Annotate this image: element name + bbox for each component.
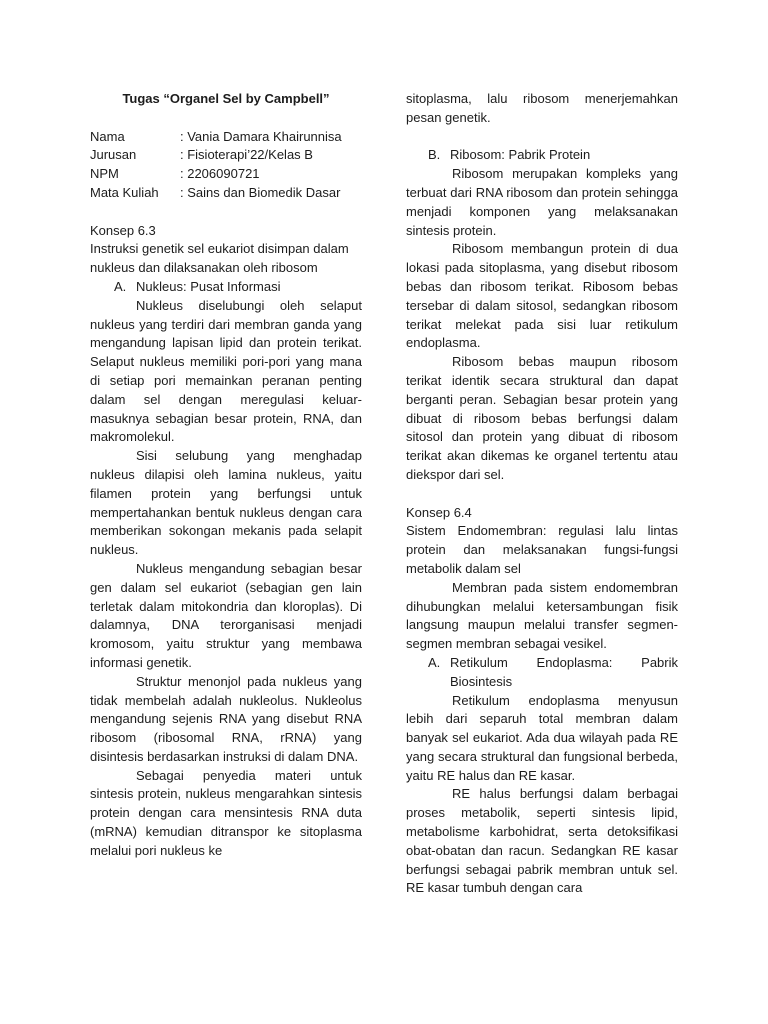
section-heading-nukleus (90, 278, 362, 297)
section-title-line-2: Biosintesis (450, 673, 513, 689)
konsep-6-3-label: Konsep 6.3 (90, 222, 156, 238)
paragraph-continuation: sitoplasma, lalu ribosom menerjemahkan pesan genetik. (406, 91, 678, 125)
info-value: : Vania Damara Khairunnisa (180, 128, 342, 144)
konsep-6-3-intro: Instruksi genetik sel eukariot disimpan dalam nukleus dan dilaksanakan oleh ribosom (90, 241, 349, 276)
section-number: A. (114, 278, 127, 294)
left-column (90, 90, 362, 861)
paragraph: Nukleus mengandung sebagian besar gen dalam sel eukariot (sebagian gen lain terletak dalam mitokondria dan kloroplas). Di dalamnya, DNA terorganisasi menjadi kromosom, yaitu struktur yang membawa informasi genetik. (90, 560, 362, 670)
paragraph: Retikulum endoplasma menyusun lebih dari separuh total membran dalam banyak sel eukariot. Ada dua wilayah pada RE yang secara struktural dan fungsional berbeda, yaitu RE halus dan RE kasar. (406, 692, 678, 783)
paragraph: Sebagai penyedia materi untuk sintesis protein, nukleus mengarahkan sintesis protein dengan cara mensintesis RNA duta (mRNA) kemudian ditranspor ke sitoplasma melalui pori nukleus ke (90, 767, 362, 858)
info-key: Mata Kuliah (90, 184, 159, 200)
info-row-mata-kuliah (90, 184, 362, 203)
info-row-npm (90, 165, 362, 184)
paragraph: Membran pada sistem endomembran dihubungkan melalui ketersambungan fisik langsung maupun melalui transfer segmen-segmen membran sebagai vesikel. (406, 579, 678, 652)
document-title: Tugas “Organel Sel by Campbell” (122, 91, 330, 106)
section-title: Ribosom: Pabrik Protein (450, 147, 591, 163)
paragraph: Ribosom merupakan kompleks yang terbuat dari RNA ribosom dan protein sehingga menjadi komponen yang melaksanakan sintesis protein. (406, 166, 678, 238)
paragraph: RE halus berfungsi dalam berbagai proses metabolik, seperti sintesis lipid, metabolisme karbohidrat, serta detoksifikasi obat-obatan dan racun. Sedangkan RE kasar berfungsi sebagai pabrik membran untuk sel. RE kasar tumbuh dengan cara (406, 786, 678, 896)
info-key: NPM (90, 166, 119, 182)
paragraph: Sisi selubung yang menghadap nukleus dilapisi oleh lamina nukleus, yaitu filamen protein yang berfungsi untuk mempertahankan bentuk nukleus dengan cara memberikan sokongan mekanis pada selapit nukleus. (90, 448, 362, 558)
section-number: A. (428, 654, 441, 670)
section-title: Retikulum Endoplasma: Pabrik (450, 654, 678, 670)
paragraph: Struktur menonjol pada nukleus yang tidak membelah adalah nukleolus. Nukleolus mengandung sejenis RNA yang disebut RNA ribosom (ribosomal RNA, rRNA) yang disintesis berdasarkan instruksi di dalam DNA. (90, 673, 362, 764)
paragraph: Ribosom bebas maupun ribosom terikat identik secara struktural dan dapat berganti peran. Sebagian besar protein yang dibuat di ribosom bebas berfungsi dalam sitosol dan protein yang dibuat di ribosom terikat akan dikemas ke organel tertentu atau diekspor dari sel. (406, 354, 678, 482)
info-key: Nama (90, 128, 125, 144)
section-number: B. (428, 147, 441, 163)
konsep-6-4-label: Konsep 6.4 (406, 504, 472, 520)
info-value: : Fisioterapi’22/Kelas B (180, 147, 313, 163)
info-key: Jurusan (90, 147, 137, 163)
paragraph: Ribosom membangun protein di dua lokasi pada sitoplasma, yang disebut ribosom bebas dan ribosom terikat. Ribosom bebas tersebar di dalam sitosol, sedangkan ribosom terikat melekat pada sisi luar retikulum endoplasma. (406, 241, 678, 351)
section-heading-retikulum (406, 654, 678, 673)
info-value: : Sains dan Biomedik Dasar (180, 184, 341, 200)
info-value: : 2206090721 (180, 166, 260, 182)
right-column (406, 90, 678, 898)
info-row-nama (90, 128, 362, 147)
info-row-jurusan (90, 146, 362, 165)
konsep-6-4-intro: Sistem Endomembran: regulasi lalu lintas protein dan melaksanakan fungsi-fungsi metabolik dalam sel (406, 523, 678, 576)
section-title: Nukleus: Pusat Informasi (136, 278, 281, 294)
paragraph: Nukleus diselubungi oleh selaput nukleus yang terdiri dari membran ganda yang mengandung lapisan lipid dan protein terikat. Selaput nukleus memiliki pori-pori yang mana di setiap pori memainkan peranan penting dalam sel dengan meregulasi keluar-masuknya sebagian besar protein, RNA, dan makromolekul. (90, 297, 362, 445)
section-heading-ribosom (406, 146, 678, 165)
